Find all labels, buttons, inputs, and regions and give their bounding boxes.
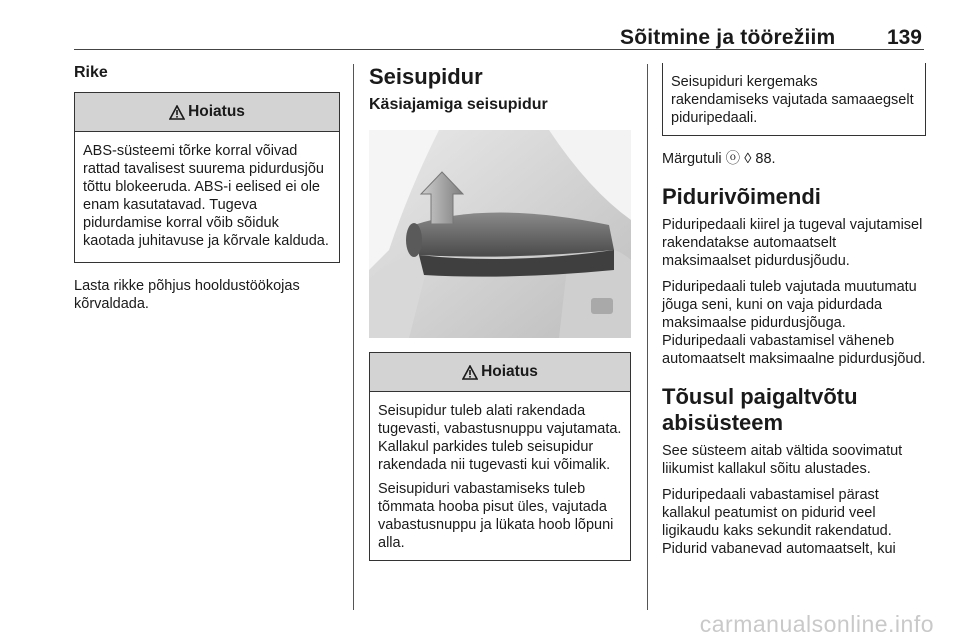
- warning-header: [370, 353, 630, 392]
- column-1: [74, 64, 340, 321]
- paragraph-repair: Lasta rikke põhjus hooldustöökojas kõrvaldada.: [74, 278, 300, 312]
- handbrake-photo: [369, 130, 631, 338]
- warning-text-2: Seisupiduri vabastamiseks tuleb tõmmata hooba pisut üles, vajutada vabastusnuppu ja lükata hoob lõpuni alla.: [378, 481, 614, 551]
- brake-assist-paragraph-1: Piduripedaali kiirel ja tugeval vajutamisel rakendatakse automaatselt maksimaalset pidurdusjõudu.: [662, 217, 923, 269]
- warning-triangle-icon: [169, 105, 185, 120]
- warning-text-1: Seisupidur tuleb alati rakendada tugevasti, vabastusnuppu vajutamata. Kallakul parkides tuleb seisupidur rakendada nii tugevasti kui võimalik.: [378, 403, 622, 473]
- warning-text: ABS-süsteemi tõrke korral võivad rattad tavalisest suurema pidurdusjõu tõttu blokeeruda. ABS-i eelised ei ole enam kasutatavad. Tugeva pidurdamise korral võib sõiduk kaotada juhitavuse ja kõrvale kalduda.: [83, 143, 329, 249]
- column-3: [662, 64, 926, 566]
- page-header-title: Sõitmine ja töörežiim: [620, 26, 836, 49]
- page-number: 139: [886, 26, 922, 49]
- warning-box: [74, 92, 340, 263]
- warning-box-continued: [662, 63, 926, 136]
- warning-box-handbrake: [369, 352, 631, 561]
- column-divider-1: [353, 64, 354, 610]
- warning-header: [75, 93, 339, 132]
- reference-indicator: Märgutuli ⓞ ◊ 88.: [662, 151, 776, 167]
- section-heading-brake-assist: Pidurivõimendi: [662, 184, 821, 209]
- warning-title: Hoiatus: [481, 363, 538, 380]
- warning-continued-text: Seisupiduri kergemaks rakendamiseks vajutada samaaegselt piduripedaali.: [671, 74, 914, 126]
- section-heading-rike: Rike: [74, 64, 108, 81]
- hill-start-paragraph-1: See süsteem aitab vältida soovimatut liikumist kallakul sõitu alustades.: [662, 443, 903, 477]
- warning-triangle-icon: [462, 365, 478, 380]
- hill-start-paragraph-2: Piduripedaali vabastamisel pärast kallakul peatumist on pidurid veel ligikaudu kaks sekundit rakendatud. Pidurid vabanevad automaatselt, kui: [662, 487, 896, 557]
- column-2: [369, 64, 631, 561]
- section-heading-hill-start: Tõusul paigaltvõtu abisüsteem: [662, 384, 858, 435]
- section-heading-seisupidur: Seisupidur: [369, 64, 483, 89]
- subheading-handbrake: Käsiajamiga seisupidur: [369, 96, 548, 113]
- watermark: carmanualsonline.info: [699, 611, 934, 637]
- column-divider-2: [647, 64, 648, 610]
- brake-assist-paragraph-2: Piduripedaali tuleb vajutada muutumatu jõuga seni, kuni on vaja pidurdada maksimaalse pidurdusjõuga. Piduripedaali vabastamisel väheneb automaatselt maksimaalne pidurdusjõud.: [662, 279, 926, 367]
- warning-title: Hoiatus: [188, 103, 245, 120]
- header-rule: [74, 49, 924, 50]
